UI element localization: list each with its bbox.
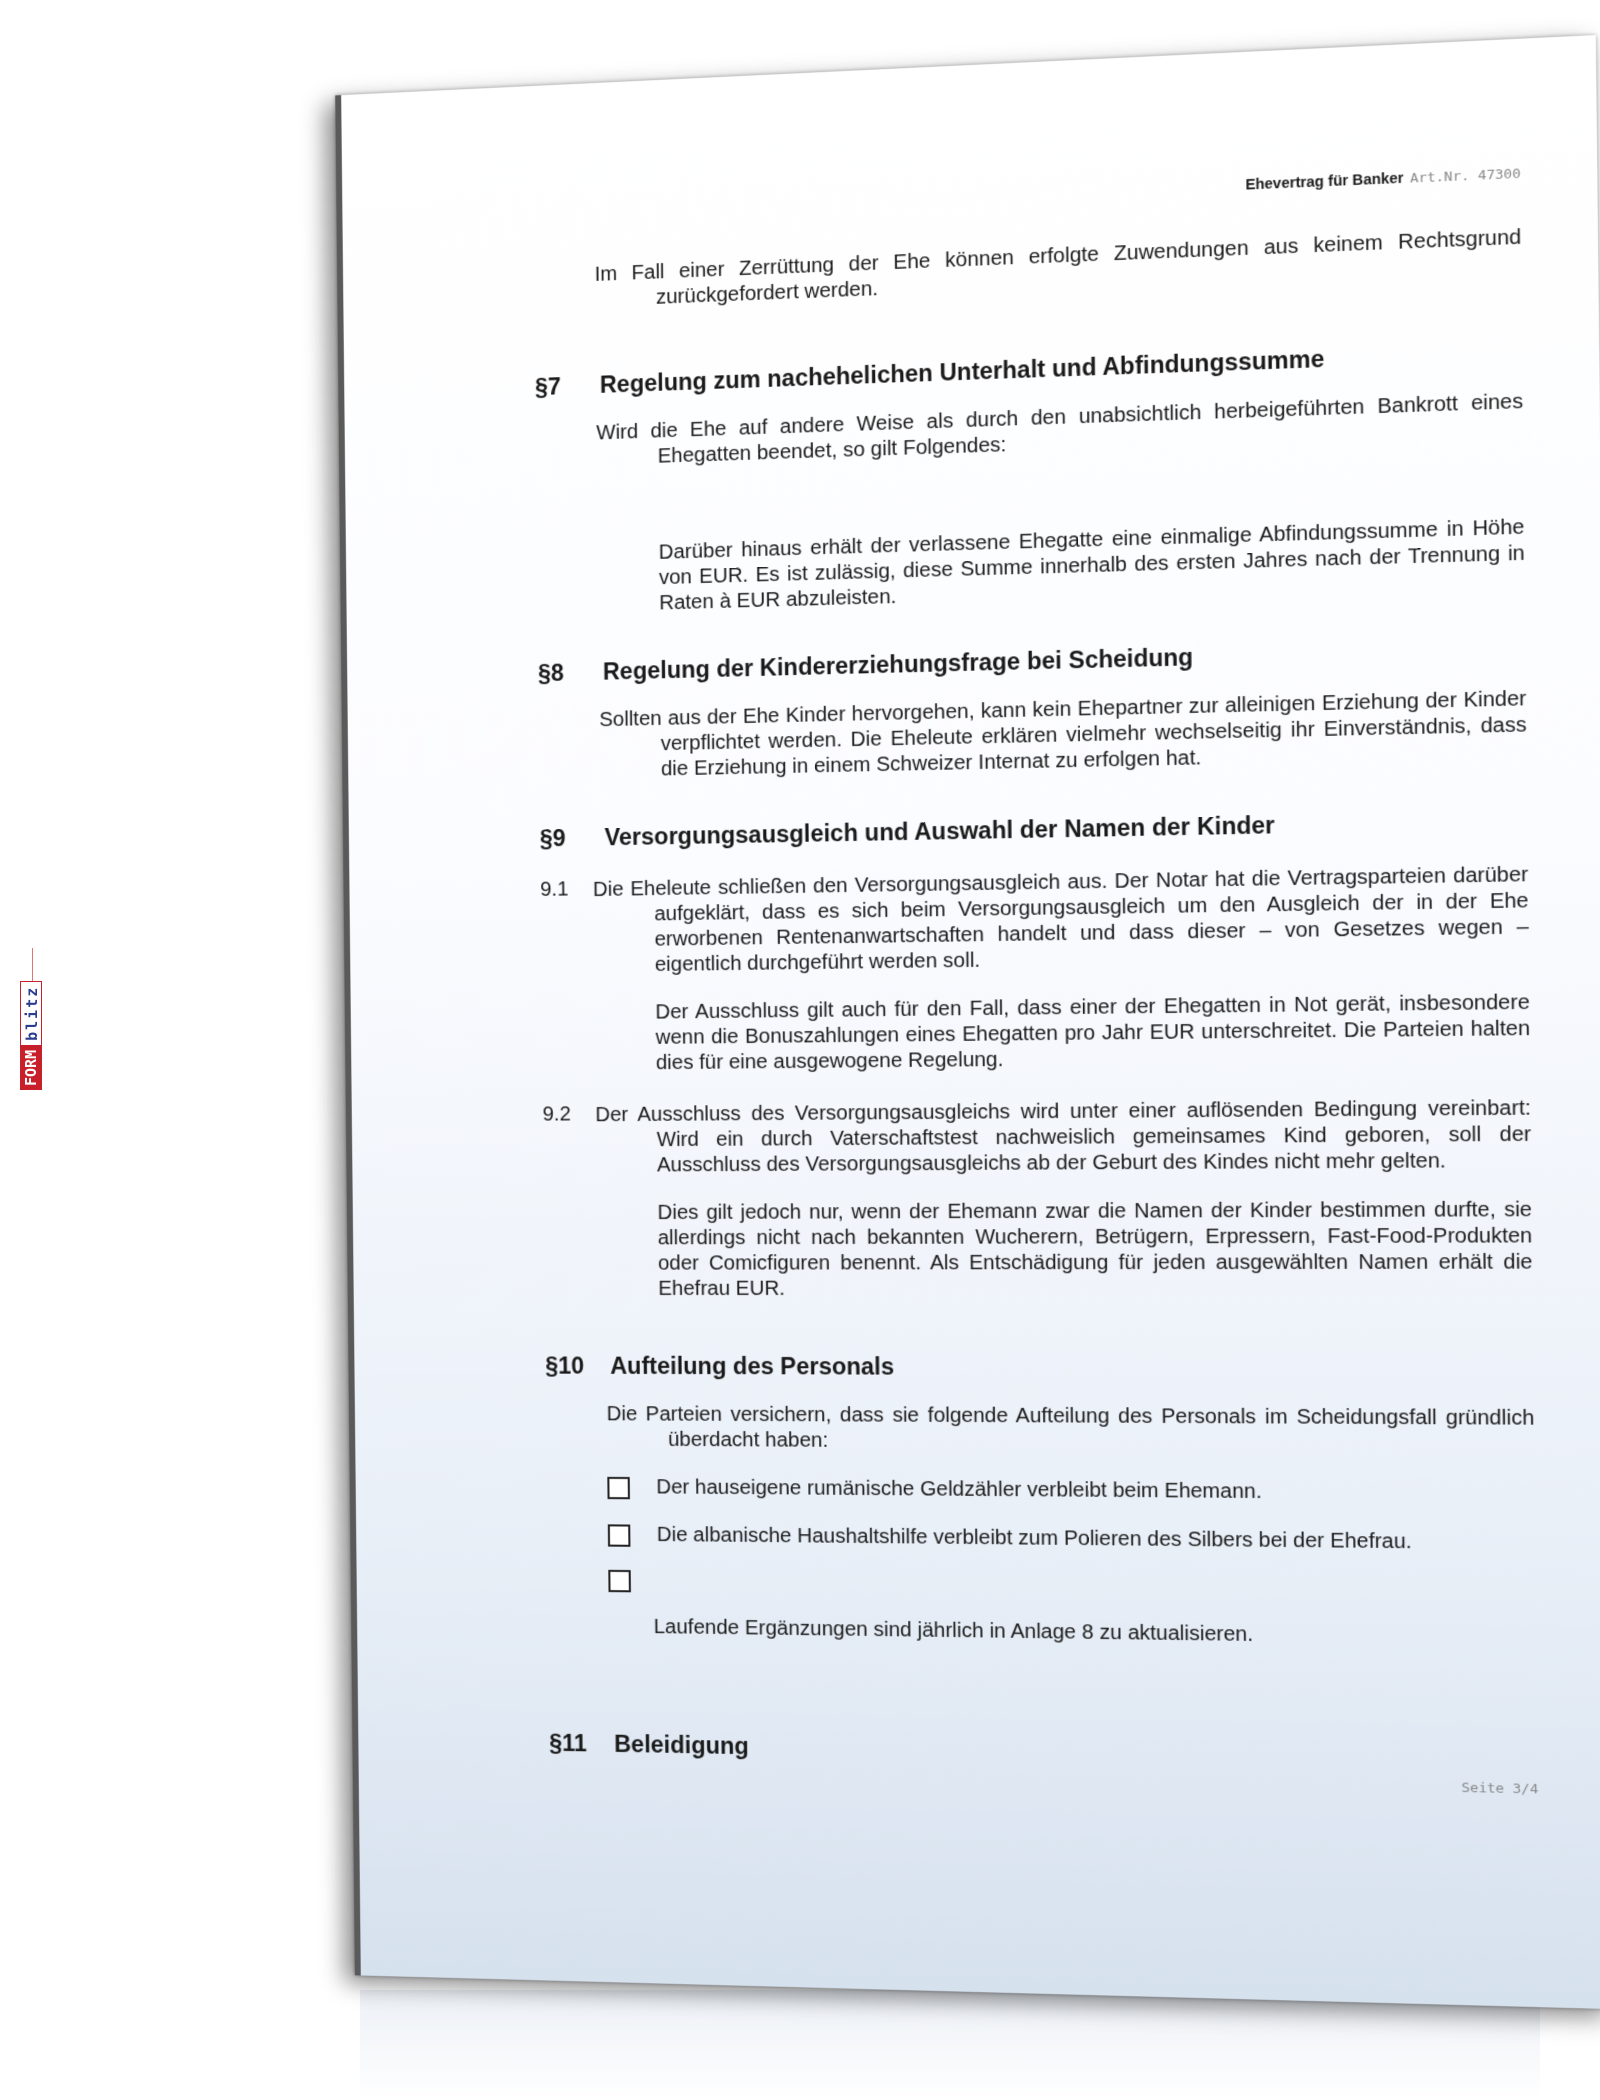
- section-10-heading: [545, 1352, 1534, 1382]
- section-10-paragraph-1: Die Parteien versichern, dass sie folgende Aufteilung des Personals im Scheidungsfall gründlich überdacht haben:: [606, 1403, 1535, 1452]
- section-title: Beleidigung: [614, 1730, 749, 1760]
- section-number: §7: [534, 373, 562, 401]
- personnel-item-2: [608, 1522, 1536, 1556]
- section-title: Regelung zum nachehelichen Unterhalt und Abfindungssumme: [599, 345, 1325, 398]
- section-title: Aufteilung des Personals: [610, 1352, 895, 1380]
- formblitz-logo: [20, 981, 42, 1090]
- section-9-heading: [540, 807, 1528, 853]
- document-title: Ehevertrag für Banker: [1245, 169, 1404, 193]
- page-content: [533, 185, 1538, 1774]
- subsection-9-1-paragraph-1: Die Eheleute schließen den Versorgungsausgleich aus. Der Notar hat die Vertragsparteien darüber aufgeklärt, dass es sich beim Versorgungsausgleich um den Ausgleich der in der Ehe erworbenen Rentenanwartschaften handelt und dass dieser – von Gesetzes wegen – eigentlich durchgeführt werden soll.: [592, 863, 1530, 977]
- intro-paragraph: Im Fall einer Zerrüttung der Ehe können erfolgte Zuwendungen aus keinem Rechtsgrund zurückgefordert werden.: [594, 225, 1522, 309]
- section-8-heading: [538, 635, 1526, 687]
- checkbox[interactable]: [608, 1570, 631, 1592]
- subsection-9-2-paragraph-1: Der Ausschluss des Versorgungsausgleichs wird unter einer auflösenden Bedingung vereinbart: Wird ein durch Vaterschaftstest nachweislich gemeinsames Kind geboren, soll der Ausschluss des Versorgungsausgleichs ab der Geburt des Kindes nicht mehr gelten.: [595, 1096, 1532, 1177]
- personnel-item-1: [607, 1475, 1535, 1508]
- personnel-item-label: Die albanische Haushaltshilfe verbleibt zum Polieren des Silbers bei der Ehefrau.: [656, 1523, 1412, 1554]
- logo-form-text: FORM: [20, 1046, 42, 1090]
- subsection-9-2-paragraph-2: Dies gilt jedoch nur, wenn der Ehemann zwar die Namen der Kinder bestimmen durfte, sie allerdings nicht nach bekannten Wucherern, Betrügern, Erpressern, Fast-Food-Produkten oder Comicfiguren benennt. Als Entschädigung für jeden ausgewählten Namen erhält die Ehefrau EUR.: [657, 1198, 1533, 1301]
- page-number: Seite 3/4: [1461, 1780, 1539, 1798]
- section-8-paragraph: Sollten aus der Ehe Kinder hervorgehen, kann kein Ehepartner zur alleinigen Erziehung der Kinder verpflichtet werden. Die Eheleute erklären vielmehr wechselseitig ihr Einverständnis, dass die Erziehung in einem Schweizer Internat zu erfolgen hat.: [599, 687, 1527, 781]
- personnel-item-label: Der hauseigene rumänische Geldzähler verbleibt beim Ehemann.: [656, 1476, 1262, 1504]
- section-title: Versorgungsausgleich und Auswahl der Namen der Kinder: [604, 811, 1275, 851]
- article-number: Art.Nr. 47300: [1409, 166, 1521, 187]
- document-page: [335, 35, 1600, 2009]
- section-title: Regelung der Kindererziehungsfrage bei Scheidung: [602, 643, 1194, 685]
- section-number: §11: [549, 1729, 587, 1757]
- personnel-item-3: [608, 1570, 1536, 1603]
- logo-blitz-text: blitz: [20, 981, 42, 1046]
- subsection-9-2: [543, 1096, 1533, 1302]
- section-7-paragraph-2: Darüber hinaus erhält der verlassene Ehegatte eine einmalige Abfindungssumme in Höhe von EUR. Es ist zulässig, diese Summe innerhalb des ersten Jahres nach der Trennung in Raten à EUR abzuleisten.: [658, 515, 1525, 615]
- checkbox[interactable]: [608, 1524, 631, 1546]
- section-number: §10: [545, 1352, 585, 1379]
- page-reflection: [360, 1990, 1540, 2100]
- section-7-heading: [535, 338, 1523, 401]
- subsection-number: 9.2: [542, 1103, 571, 1126]
- section-number: §9: [539, 824, 566, 852]
- section-10-paragraph-2: Laufende Ergänzungen sind jährlich in Anlage 8 zu aktualisieren.: [653, 1615, 1254, 1647]
- section-7-paragraph-1: Wird die Ehe auf andere Weise als durch den unabsichtlich herbeigeführten Bankrott eines Ehegatten beendet, so gilt Folgendes:: [596, 390, 1524, 468]
- subsection-9-1: [540, 862, 1530, 1077]
- section-number: §8: [537, 659, 565, 687]
- subsection-number: 9.1: [540, 878, 569, 901]
- section-11-heading: [549, 1730, 1538, 1775]
- checkbox[interactable]: [607, 1476, 630, 1498]
- subsection-9-1-paragraph-2: Der Ausschluss gilt auch für den Fall, dass einer der Ehegatten in Not gerät, insbesondere wenn die Bonuszahlungen eines Ehegatten pro Jahr EUR unterschreitet. Die Parteien halten dies für eine ausgewogene Regelung.: [655, 991, 1531, 1075]
